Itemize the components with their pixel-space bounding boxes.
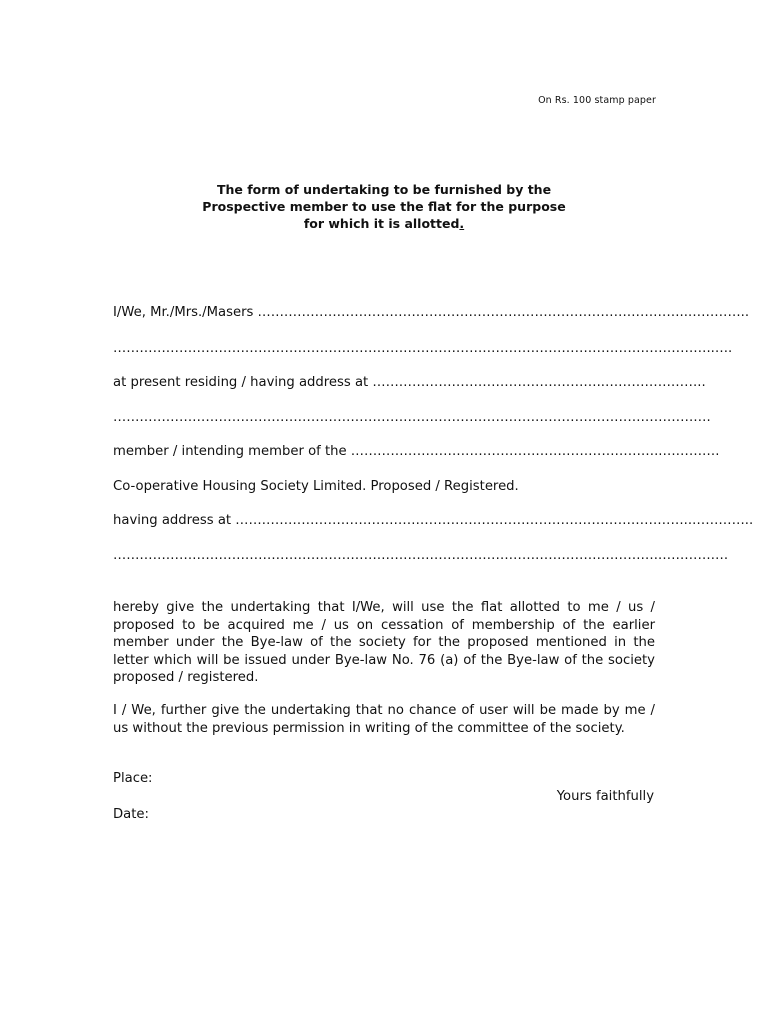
yours-faithfully: Yours faithfully — [556, 789, 654, 804]
title-suffix: . — [459, 216, 465, 231]
date-label: Date: — [113, 807, 149, 822]
residing-address-line: at present residing / having address at ……………………………………………..………………….. — [113, 375, 706, 390]
society-address-line: having address at …………………………………………………………………………………………..………….. — [113, 513, 754, 528]
residing-address-continuation: ………………………………………………………………………………………………………………………. — [113, 410, 711, 425]
undertaking-paragraph-2: I / We, further give the undertaking that no chance of user will be made by me / us without the previous permission in writing of the committee of the society. — [113, 703, 655, 736]
name-line-continuation: ………………………………………………………………………………………………………………………..…. — [113, 341, 733, 356]
form-title — [100, 181, 668, 232]
stamp-paper-note: On Rs. 100 stamp paper — [538, 95, 656, 106]
undertaking-paragraph-1: hereby give the undertaking that I/We, will use the flat allotted to me / us / proposed to be acquired me / us on cessation of membership of the earlier member under the Bye-law of the society for the proposed mentioned in the letter which will be issued under Bye-law No. 76 (a) of the Bye-law of the society proposed / registered. — [113, 600, 655, 686]
title-line-1: The form of undertaking to be furnished by the — [216, 182, 552, 197]
title-line-2: Prospective member to use the flat for the purpose — [202, 199, 566, 214]
name-line: I/We, Mr./Mrs./Masers ……………………………………………………………………………………..………….. — [113, 305, 750, 320]
member-of-line: member / intending member of the ……………………………………………………………..…………. — [113, 444, 720, 459]
place-label: Place: — [113, 771, 153, 786]
society-line: Co-operative Housing Society Limited. Proposed / Registered. — [113, 479, 519, 494]
title-line-3: for which it is allotted. — [303, 216, 465, 231]
society-address-continuation: …………………………………………………………………………………………………………….……………. — [113, 548, 729, 563]
